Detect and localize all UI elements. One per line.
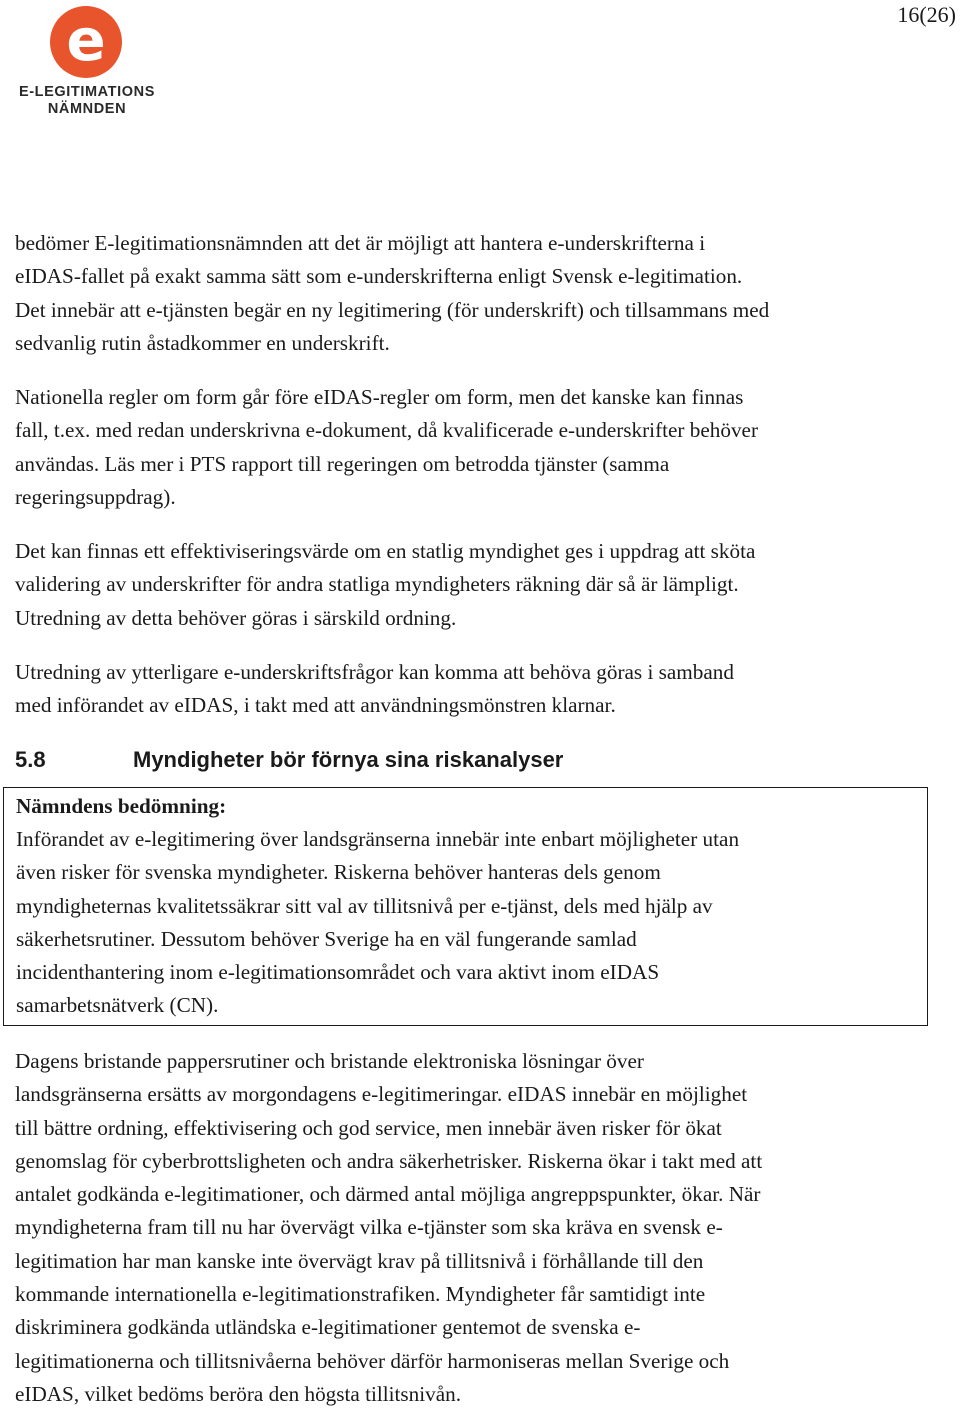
logo-text-line-1: E-LEGITIMATIONS — [18, 84, 155, 100]
section-heading — [15, 742, 945, 778]
section-title: Myndigheter bör förnya sina riskanalyser — [133, 747, 564, 772]
body-paragraph-1: bedömer E-legitimationsnämnden att det är möjligt att hantera e-underskrifterna i eIDAS-fallet på exakt samma sätt som e-underskrifterna enligt Svensk e-legitimation. Det innebär att e-tjänsten begär en ny legitimering (för underskrift) och tillsammans med sedvanlig rutin åstadkommer en underskrift. — [15, 231, 770, 355]
assessment-box — [3, 787, 928, 1026]
logo-letter: e — [66, 6, 106, 74]
assessment-box-text: Införandet av e-legitimering över landsgränserna innebär inte enbart möjligheter utan även risker för svenska myndigheter. Riskerna behöver hanteras dels genom myndigheternas kvalitetssäkrar sitt val av tillitsnivå per e-tjänst, dels med hjälp av säkerhetsrutiner. Dessutom behöver Sverige ha en väl fungerande samlad incidenthantering inom e-legitimationsområdet och vara aktivt inom eIDAS samarbetsnätverk (CN). — [16, 827, 740, 1018]
section-number: 5.8 — [15, 747, 46, 772]
body-paragraph-4: Utredning av ytterligare e-underskriftsfrågor kan komma att behöva göras i samband med införandet av eIDAS, i takt med att användningsmönstren klarnar. — [15, 660, 734, 718]
e-legitimationsnamnden-logo — [12, 2, 162, 118]
body-paragraph-2: Nationella regler om form går före eIDAS-regler om form, men det kanske kan finnas fall, t.ex. med redan underskrivna e-dokument, då kvalificerade e-underskrifter behöver användas. Läs mer i PTS rapport till regeringen om betrodda tjänster (samma regeringsuppdrag). — [15, 385, 759, 509]
logo-e-icon — [46, 2, 126, 82]
page-number: 16(26) — [897, 2, 956, 27]
body-paragraph-3: Det kan finnas ett effektiviseringsvärde om en statlig myndighet ges i uppdrag att sköta validering av underskrifter för andra statliga myndigheters räkning där så är lämpligt. Utredning av detta behöver göras i särskild ordning. — [15, 539, 756, 630]
closing-paragraph: Dagens bristande pappersrutiner och bristande elektroniska lösningar över landsgränserna ersätts av morgondagens e-legitimeringar. eIDAS innebär en möjlighet till bättre ordning, effektivisering och god service, men innebär även risker för ökat genomslag för cyberbrottsligheten och andra säkerhetrisker. Riskerna ökar i takt med att antalet godkända e-legitimationer, och därmed antal möjliga angreppspunkter, ökar. När myndigheterna fram till nu har övervägt vilka e-tjänster som ska kräva en svensk e- legitimation har man kanske inte övervägt krav på tillitsnivå i förhållande till den kommande internationella e-legitimationstrafiken. Myndigheter får samtidigt inte diskriminera godkända utländska e-legitimationer gentemot de svenska e- legitimationerna och tillitsnivåerna behöver därför harmoniseras mellan Sverige och eIDAS, vilket bedöms beröra den högsta tillitsnivån. — [15, 1049, 763, 1406]
logo-text-line-2: NÄMNDEN — [47, 101, 127, 117]
assessment-box-title: Nämndens bedömning: — [16, 794, 227, 818]
